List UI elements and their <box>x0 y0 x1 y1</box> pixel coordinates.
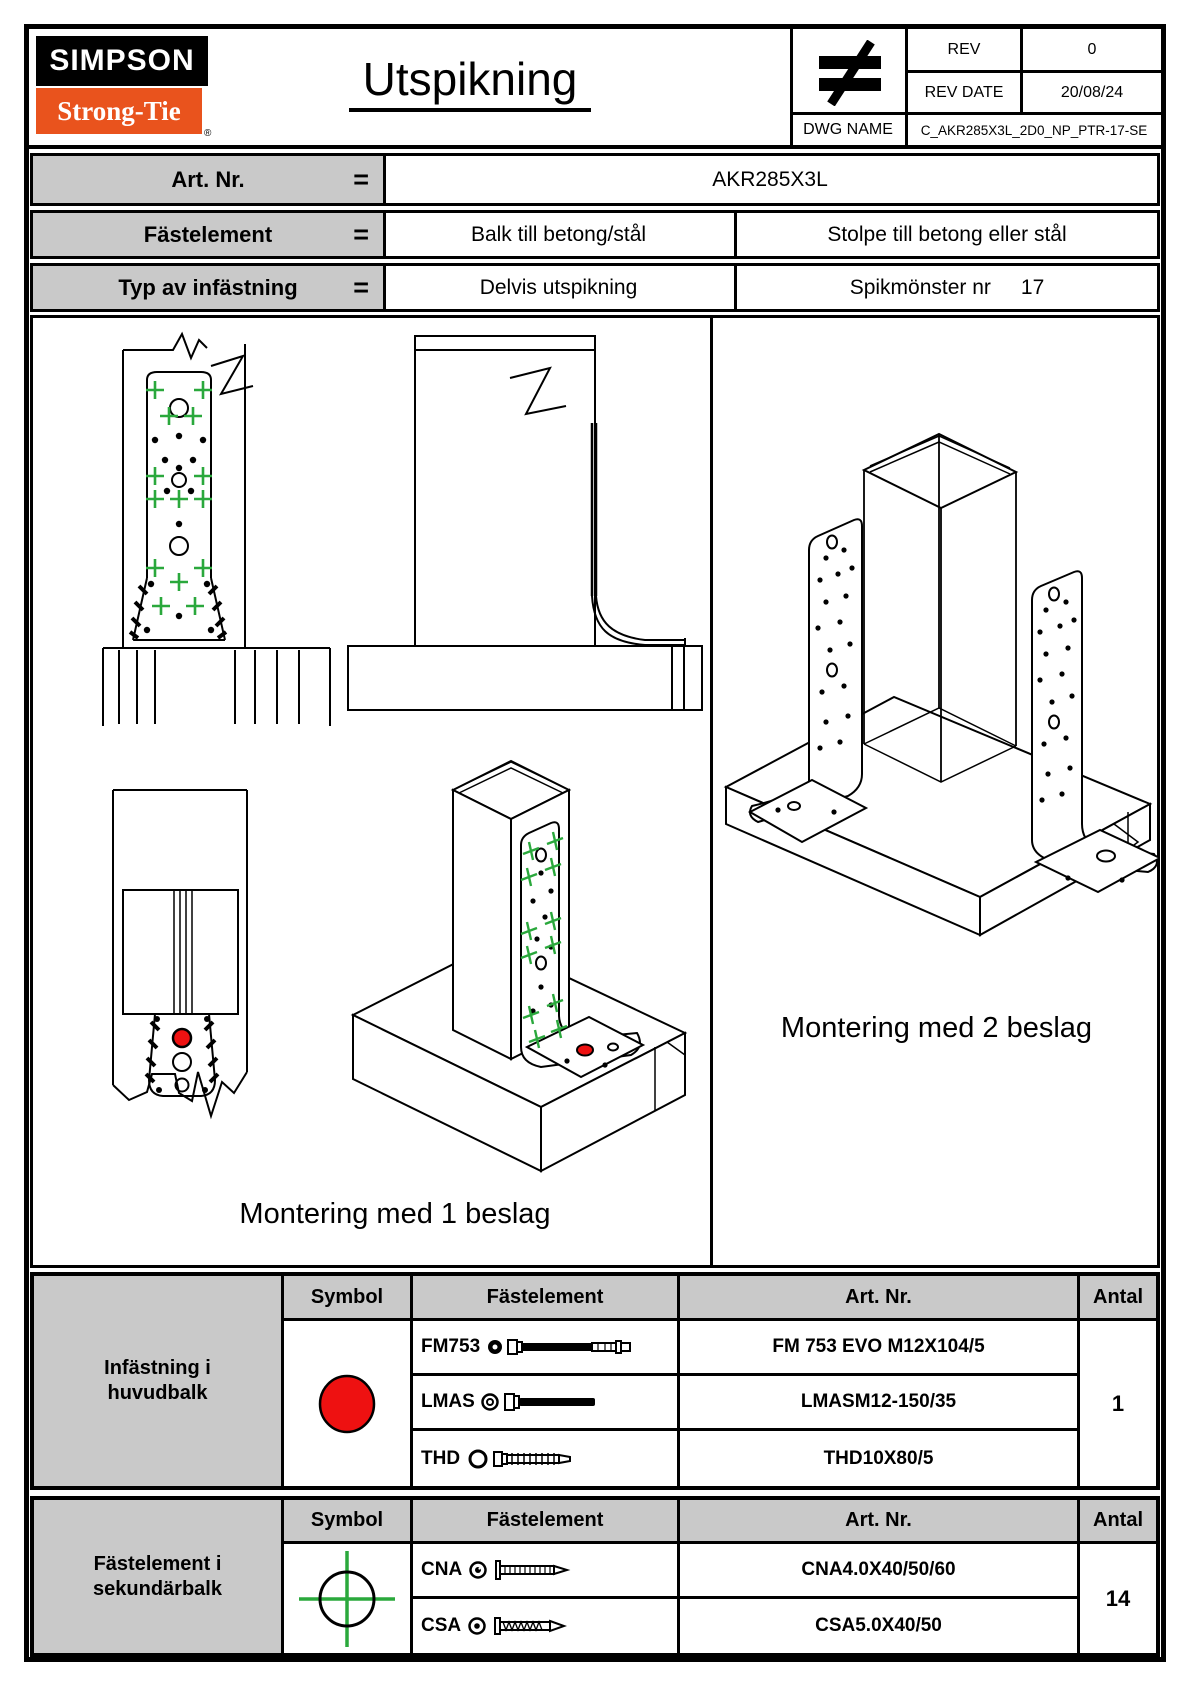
green-cross-circle-symbol <box>295 1547 399 1651</box>
lmas-anchor-icon <box>481 1389 631 1415</box>
art-cell-fm753: FM 753 EVO M12X104/5 <box>680 1321 1080 1376</box>
pattern-number: 17 <box>1020 275 1045 299</box>
isometric-one-bracket-drawing <box>345 695 710 1185</box>
panel-divider-line <box>710 315 713 1268</box>
header-symbol: Symbol <box>284 1500 413 1544</box>
logo-simpson-text: SIMPSON <box>49 44 195 77</box>
header-fastener: Fästelement <box>413 1276 680 1321</box>
rev-date-label: REV DATE <box>924 83 1004 101</box>
qty-cell-main: 1 <box>1111 1390 1125 1416</box>
logo-strongtie-text: Strong-Tie <box>57 95 181 126</box>
header-fastener: Fästelement <box>413 1500 680 1544</box>
fastener-cell-csa: CSA <box>413 1599 680 1654</box>
spec-type-label-cell: Typ av infästning = <box>33 266 386 309</box>
fastener-cell-lmas: LMAS <box>413 1376 680 1431</box>
header-bottom-line <box>24 145 1161 149</box>
header-symbol: Symbol <box>284 1276 413 1321</box>
dwg-name-label: DWG NAME <box>803 121 893 138</box>
equals-sign: = <box>353 219 369 249</box>
strongtie-logo-orange <box>36 88 202 134</box>
spec-art-label-cell: Art. Nr. = <box>33 156 386 203</box>
equals-sign: = <box>353 272 369 302</box>
spec-art-value: AKR285X3L <box>712 167 828 191</box>
spec-fastener-label-cell: Fästelement = <box>33 213 386 256</box>
group-label-secondary: Fästelement i sekundärbalk <box>34 1500 284 1653</box>
art-cell-lmas: LMASM12-150/35 <box>680 1376 1080 1431</box>
simpson-logo-black <box>36 36 208 86</box>
front-view-drawing <box>85 328 345 728</box>
header-qty: Antal <box>1080 1500 1156 1544</box>
spec-row-type <box>30 263 1160 312</box>
side-view-drawing <box>340 328 710 714</box>
rev-value: 0 <box>1087 40 1097 58</box>
spec-fastener-left: Balk till betong/stål <box>383 213 737 256</box>
art-cell-cna: CNA4.0X40/50/60 <box>680 1544 1080 1599</box>
art-cell-csa: CSA5.0X40/50 <box>680 1599 1080 1654</box>
art-cell-thd: THD10X80/5 <box>680 1431 1080 1486</box>
rev-date-value: 20/08/24 <box>1060 83 1124 101</box>
spec-type-left: Delvis utspikning <box>383 266 737 309</box>
dwg-name-value: C_AKR285X3L_2D0_NP_PTR-17-SE <box>920 122 1148 138</box>
fastener-cell-cna: CNA <box>413 1544 680 1599</box>
header-art: Art. Nr. <box>680 1276 1080 1321</box>
pattern-label: Spikmönster nr <box>849 275 991 299</box>
registered-mark: ® <box>204 128 212 139</box>
isometric-two-brackets-drawing <box>714 392 1160 937</box>
caption-one-bracket: Montering med 1 beslag <box>239 1198 551 1230</box>
fastener-cell-thd: THD <box>413 1431 680 1486</box>
csa-screw-icon <box>467 1613 617 1639</box>
qty-cell-secondary: 14 <box>1105 1585 1131 1611</box>
spec-pattern-cell <box>737 266 1157 309</box>
main-fastener-table <box>30 1272 1160 1490</box>
spec-fastener-right: Stolpe till betong eller stål <box>827 222 1067 246</box>
header-qty: Antal <box>1080 1276 1156 1321</box>
red-circle-symbol <box>314 1372 380 1436</box>
spec-row-art <box>30 153 1160 206</box>
header-art: Art. Nr. <box>680 1500 1080 1544</box>
spec-row-fastener <box>30 210 1160 259</box>
equals-sign: = <box>353 164 369 194</box>
fastener-cell-fm753: FM753 <box>413 1321 680 1376</box>
symbol-cell-secondary <box>284 1544 413 1653</box>
group-label-main: Infästning i huvudbalk <box>34 1276 284 1486</box>
secondary-fastener-table <box>30 1496 1160 1657</box>
symbol-cell-main <box>284 1321 413 1486</box>
fm753-bolt-icon <box>486 1334 636 1360</box>
rev-label: REV <box>947 40 981 58</box>
caption-two-brackets: Montering med 2 beslag <box>780 1012 1093 1044</box>
not-equal-projection-icon <box>805 40 893 106</box>
thd-screw-icon <box>466 1446 616 1472</box>
plan-view-drawing <box>95 782 350 1150</box>
cna-nail-icon <box>468 1557 618 1583</box>
page-title: Utspikning <box>250 52 690 112</box>
